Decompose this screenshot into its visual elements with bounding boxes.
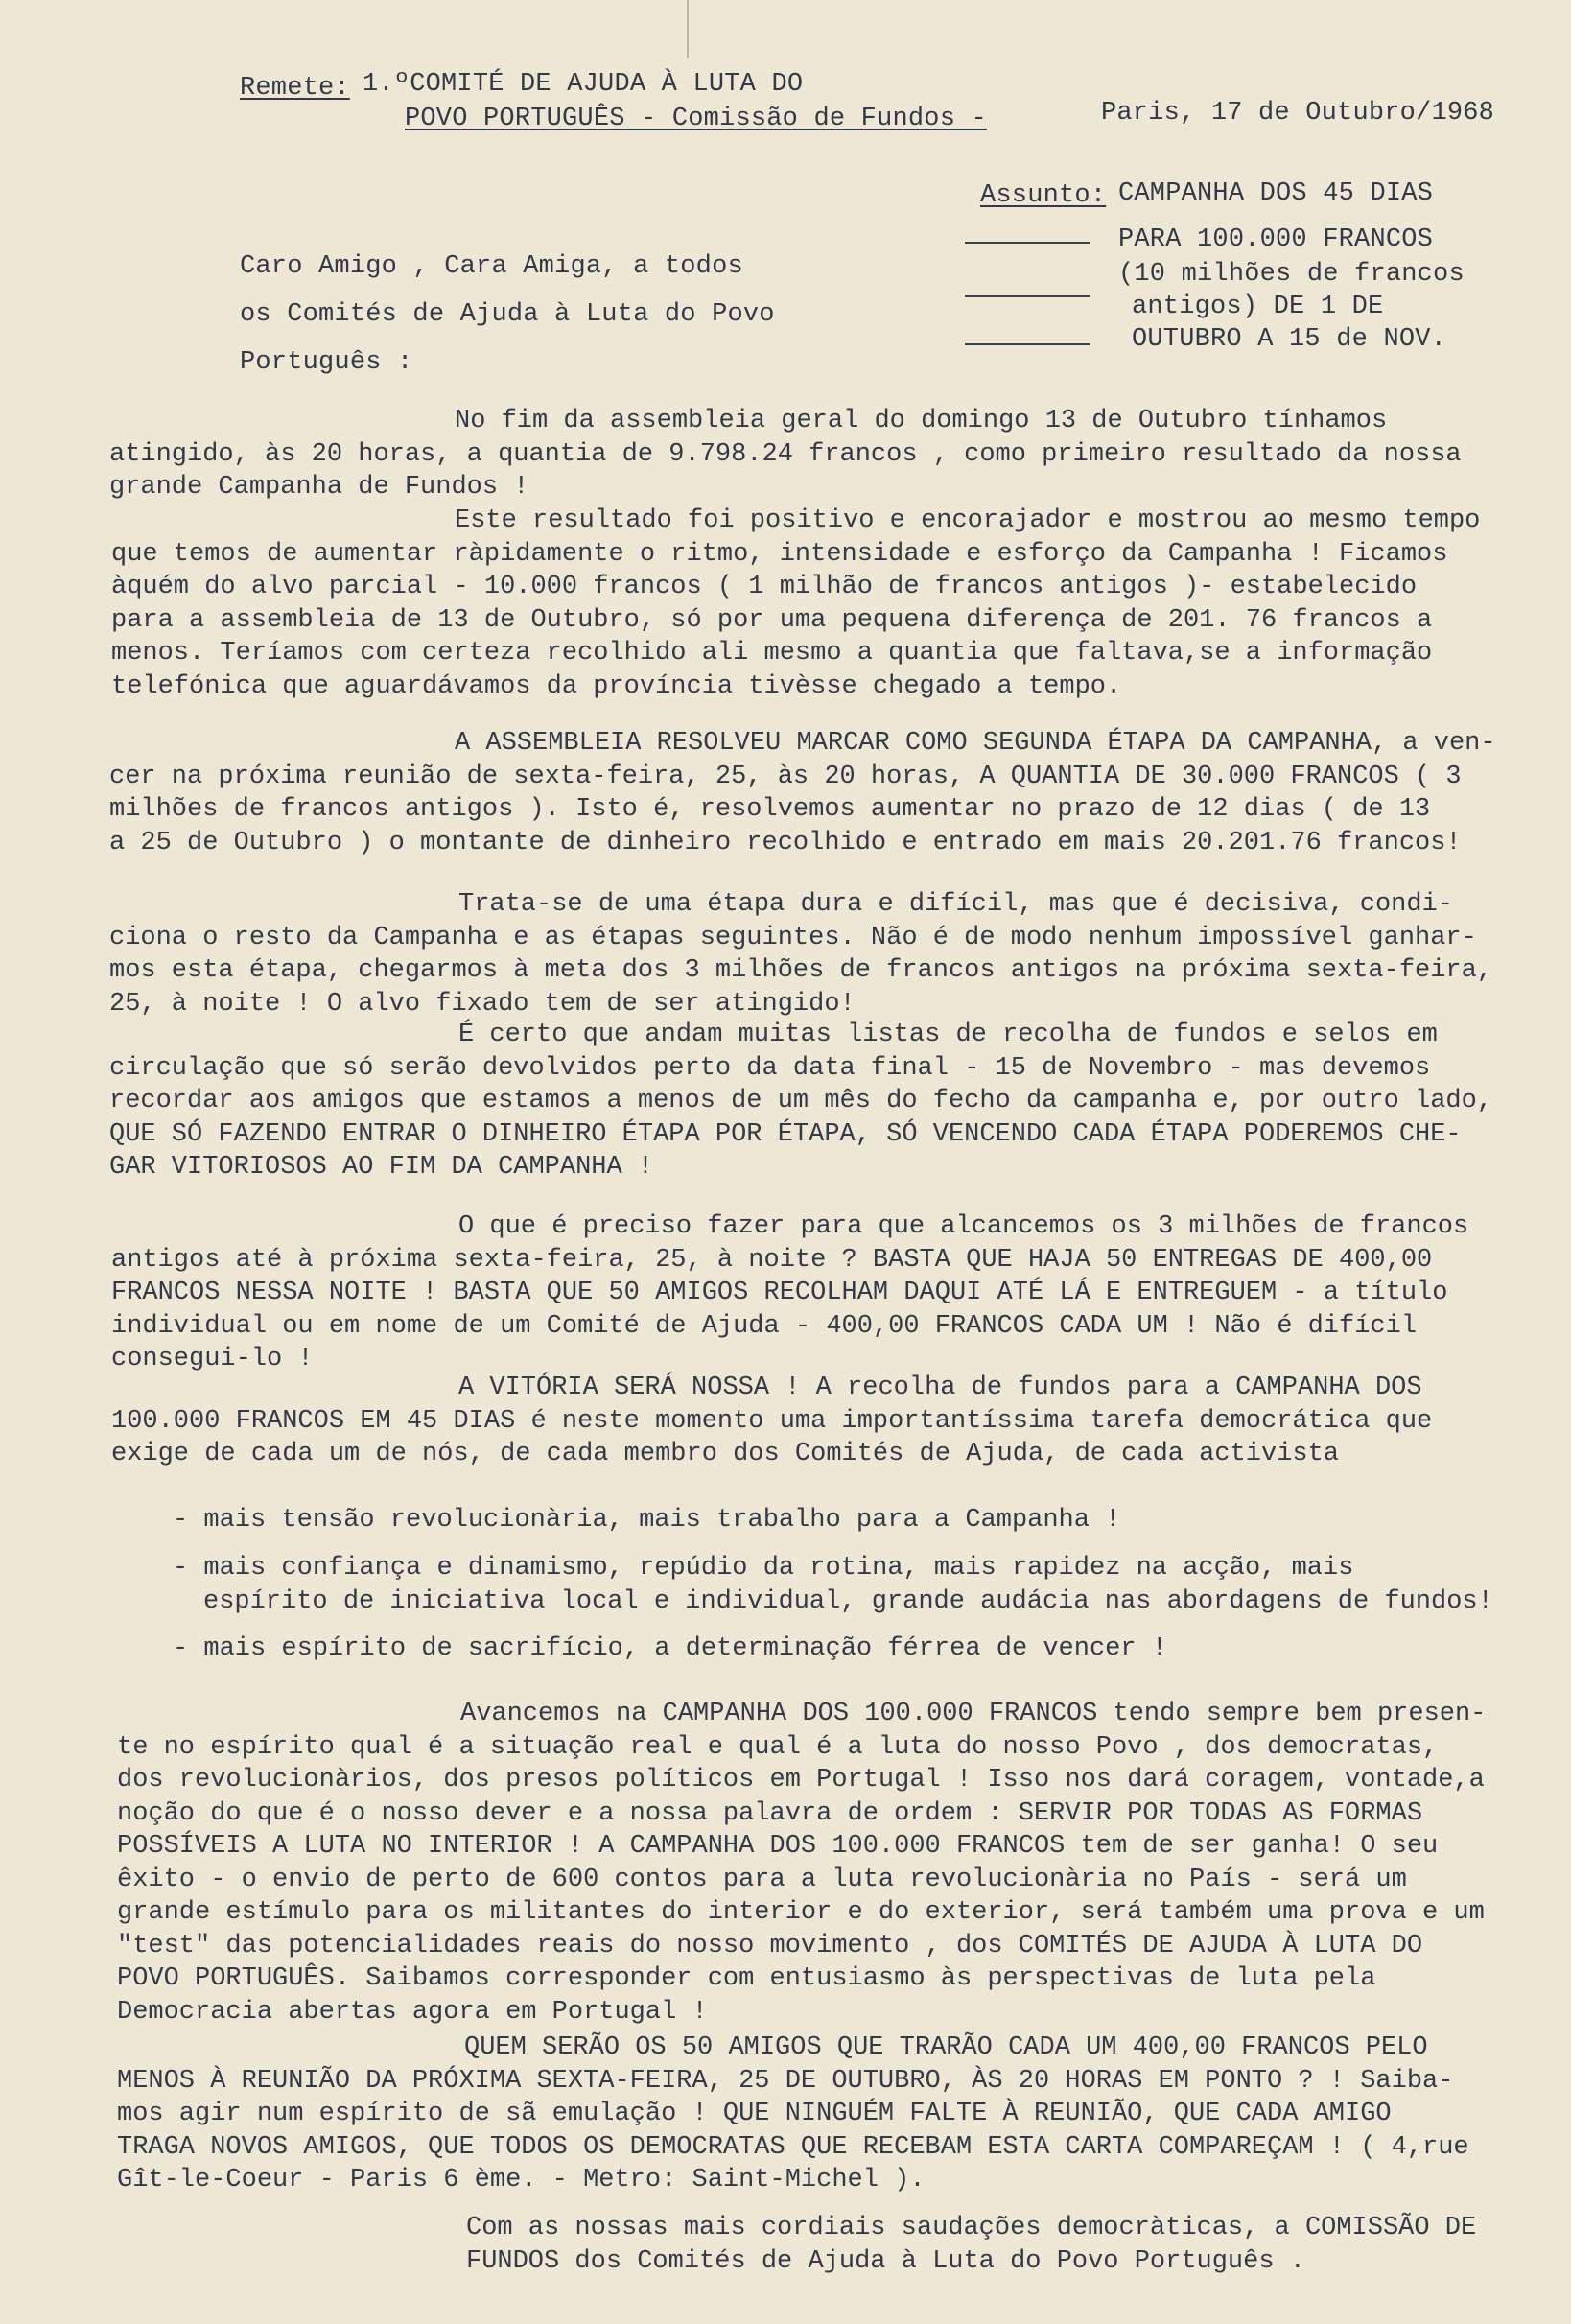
p9-line: QUEM SERÃO OS 50 AMIGOS QUE TRARÃO CADA UM 400,00 FRANCOS PELO: [464, 2033, 1428, 2062]
p4-line: Trata-se de uma étapa dura e difícil, mas que é decisiva, condi-: [458, 890, 1453, 919]
p5-line: É certo que andam muitas listas de recolha de fundos e selos em: [458, 1021, 1438, 1049]
subject-line-1: CAMPANHA DOS 45 DIAS: [1118, 179, 1434, 208]
p7-line: exige de cada um de nós, de cada membro dos Comités de Ajuda, de cada activista: [111, 1440, 1340, 1468]
p6-line: O que é preciso fazer para que alcancemos os 3 milhões de francos: [458, 1212, 1469, 1241]
p8-line: êxito - o envio de perto de 600 contos para a luta revolucionària no País - será um: [117, 1865, 1407, 1894]
subject-line-2: PARA 100.000 FRANCOS: [1118, 225, 1434, 254]
p8-line: noção do que é o nosso dever e a nossa palavra de ordem : SERVIR POR TODAS AS FORMAS: [117, 1798, 1423, 1828]
p8-line: grande estímulo para os militantes do interior e do exterior, será também uma prova e um: [117, 1898, 1485, 1927]
p1-line: No fim da assembleia geral do domingo 13 de Outubro tínhamos: [455, 407, 1388, 435]
p3-line: milhões de francos antigos ). Isto é, resolvemos aumentar no prazo de 12 dias ( de 13: [109, 795, 1431, 824]
bullet-item: - mais tensão revolucionària, mais trabalho para a Campanha !: [173, 1506, 1121, 1535]
p8-line: POVO PORTUGUÊS. Saibamos corresponder com entusiasmo às perspectivas de luta pela: [117, 1964, 1376, 1993]
subject-line-5: OUTUBRO A 15 de NOV.: [1132, 325, 1447, 354]
paragraph-8: [117, 1698, 1486, 2029]
closing: [466, 2212, 1476, 2278]
p2-line: àquém do alvo parcial - 10.000 francos ( 1 milhão de francos antigos )- estabelecido: [111, 573, 1418, 601]
p6-line: individual ou em nome de um Comité de Ajuda - 400,00 FRANCOS CADA UM ! Não é difícil: [111, 1311, 1418, 1341]
p4-line: 25, à noite ! O alvo fixado tem de ser atingido!: [109, 989, 856, 1019]
p8-line: dos revolucionàrios, dos presos políticos em Portugal ! Isso nos dará coragem, vontade,a: [117, 1766, 1485, 1795]
bullet-list-2: [173, 1552, 1493, 1618]
closing-line: Com as nossas mais cordiais saudações democràticas, a COMISSÃO DE: [466, 2214, 1477, 2242]
bullet-item: - mais espírito de sacrifício, a determinação férrea de vencer !: [173, 1634, 1167, 1663]
p4-line: mos esta étapa, chegarmos à meta dos 3 milhões de francos antigos na próxima sexta-feira,: [109, 956, 1493, 985]
p8-line: POSSÍVEIS A LUTA NO INTERIOR ! A CAMPANHA DOS 100.000 FRANCOS tem de ser ganha! O seu: [117, 1832, 1439, 1861]
p2-line: Este resultado foi positivo e encorajador e mostrou ao mesmo tempo: [455, 506, 1481, 535]
paragraph-1: [109, 405, 1462, 505]
p6-line: FRANCOS NESSA NOITE ! BASTA QUE 50 AMIGOS RECOLHAM DAQUI ATÉ LÁ E ENTREGUEM - a título: [111, 1279, 1448, 1307]
subject-line-4: antigos) DE 1 DE: [1132, 293, 1384, 321]
sender-line-2: POVO PORTUGUÊS - Comissão de Fundos -: [405, 105, 987, 133]
closing-line: FUNDOS dos Comités de Ajuda à Luta do Povo Português .: [466, 2246, 1305, 2276]
p9-line: Gît-le-Coeur - Paris 6 ème. - Metro: Saint-Michel ).: [117, 2166, 926, 2195]
p8-line: Democracia abertas agora em Portugal !: [117, 1997, 708, 2027]
salutation-line-2: os Comités de Ajuda à Luta do Povo: [240, 300, 775, 329]
paragraph-2: [111, 505, 1480, 703]
p2-line: menos. Teríamos com certeza recolhido ali mesmo a quantia que faltava,se a informação: [111, 639, 1433, 668]
paragraph-5: [109, 1019, 1492, 1185]
p9-line: MENOS À REUNIÃO DA PRÓXIMA SEXTA-FEIRA, 25 DE OUTUBRO, ÀS 20 HORAS EM PONTO ? ! Saiba-: [117, 2066, 1454, 2096]
salutation-line-3: Português :: [240, 348, 413, 377]
bullet-list-3: [173, 1632, 1167, 1666]
sender-label: Remete:: [240, 74, 350, 103]
bullet-list: [173, 1504, 1120, 1538]
p9-line: mos agir num espírito de sã emulação ! QUE NINGUÉM FALTE À REUNIÃO, QUE CADA AMIGO: [117, 2100, 1392, 2128]
p8-line: "test" das potencialidades reais do nosso movimento , dos COMITÉS DE AJUDA À LUTA DO: [117, 1931, 1423, 1960]
p5-line: circulação que só serão devolvidos perto da data final - 15 de Novembro - mas devemos: [109, 1053, 1431, 1083]
p5-line: GAR VITORIOSOS AO FIM DA CAMPANHA !: [109, 1153, 654, 1182]
subject-rule-3: [965, 343, 1090, 345]
p3-line: A ASSEMBLEIA RESOLVEU MARCAR COMO SEGUNDA ÉTAPA DA CAMPANHA, a ven-: [455, 729, 1496, 758]
p6-line: consegui-lo !: [111, 1345, 314, 1373]
p7-line: 100.000 FRANCOS EM 45 DIAS é neste momento uma importantíssima tarefa democrática que: [111, 1406, 1433, 1436]
p6-line: antigos até à próxima sexta-feira, 25, à noite ? BASTA QUE HAJA 50 ENTREGAS DE 400,00: [111, 1245, 1433, 1275]
p2-line: que temos de aumentar ràpidamente o ritmo, intensidade e esforço da Campanha ! Ficamos: [111, 539, 1448, 569]
p5-line: recordar aos amigos que estamos a menos de um mês do fecho da campanha e, por outro lado,: [109, 1087, 1493, 1115]
p3-line: a 25 de Outubro ) o montante de dinheiro recolhido e entrado em mais 20.201.76 francos!: [109, 828, 1462, 857]
subject-rule-1: [965, 242, 1090, 244]
p3-line: cer na próxima reunião de sexta-feira, 25, às 20 horas, A QUANTIA DE 30.000 FRANCOS ( 3: [109, 762, 1462, 791]
paper-crease: [687, 0, 689, 58]
p8-line: te no espírito qual é a situação real e qual é a luta do nosso Povo , dos democratas,: [117, 1732, 1439, 1762]
bullet-item-cont: espírito de iniciativa local e individual, grande audácia nas abordagens de fundos!: [203, 1586, 1493, 1616]
subject-label: Assunto:: [980, 181, 1107, 210]
bullet-item: - mais confiança e dinamismo, repúdio da rotina, mais rapidez na acção, mais: [173, 1554, 1354, 1583]
p5-line: QUE SÓ FAZENDO ENTRAR O DINHEIRO ÉTAPA POR ÉTAPA, SÓ VENCENDO CADA ÉTAPA PODEREMOS CHE-: [109, 1119, 1462, 1149]
p4-line: ciona o resto da Campanha e as étapas seguintes. Não é de modo nenhum impossível ganhar-: [109, 923, 1477, 952]
p2-line: telefónica que aguardávamos da província tivèsse chegado a tempo.: [111, 671, 1122, 701]
salutation-line-1: Caro Amigo , Cara Amiga, a todos: [240, 252, 743, 281]
paragraph-6: [111, 1210, 1468, 1376]
paragraph-7: [111, 1372, 1432, 1471]
p2-line: para a assembleia de 13 de Outubro, só por uma pequena diferença de 201. 76 francos a: [111, 605, 1433, 635]
p1-line: grande Campanha de Fundos !: [109, 473, 529, 502]
subject-rule-2: [965, 295, 1090, 297]
p8-line: Avancemos na CAMPANHA DOS 100.000 FRANCOS tendo sempre bem presen-: [460, 1700, 1487, 1728]
subject-line-3: (10 milhões de francos: [1118, 260, 1465, 289]
paragraph-9: [117, 2031, 1469, 2197]
place-date: Paris, 17 de Outubro/1968: [1101, 99, 1495, 128]
p1-line: atingido, às 20 horas, a quantia de 9.798.24 francos , como primeiro resultado da nossa: [109, 439, 1462, 469]
sender-line-1: 1.ºCOMITÉ DE AJUDA À LUTA DO: [363, 70, 804, 99]
p7-line: A VITÓRIA SERÁ NOSSA ! A recolha de fundos para a CAMPANHA DOS: [458, 1373, 1422, 1402]
p9-line: TRAGA NOVOS AMIGOS, QUE TODOS OS DEMOCRATAS QUE RECEBAM ESTA CARTA COMPAREÇAM ! ( 4,rue: [117, 2132, 1469, 2162]
paragraph-3: [109, 727, 1496, 859]
paragraph-4: [109, 888, 1492, 1021]
